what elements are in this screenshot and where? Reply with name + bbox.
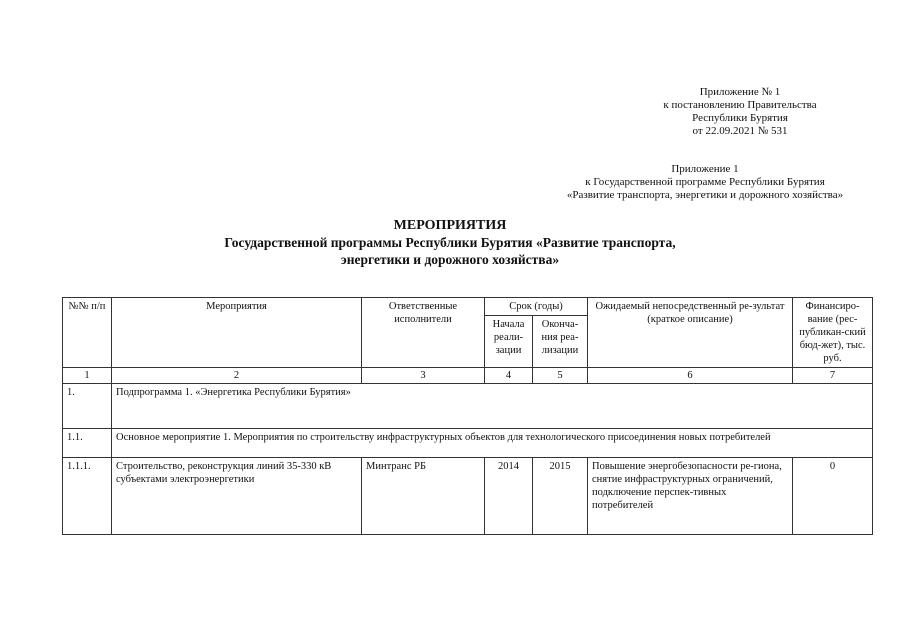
annex-program-block bbox=[540, 163, 870, 202]
annex-resolution-line: Приложение № 1 bbox=[699, 86, 781, 98]
main-event-title: Основное мероприятие 1. Мероприятия по строительству инфраструктурных объектов для технологического присоединения новых потребителей bbox=[112, 429, 873, 458]
header-term: Срок (годы) bbox=[485, 298, 588, 316]
event-financing: 0 bbox=[793, 458, 873, 535]
document-heading bbox=[150, 217, 750, 268]
event-responsible: Минтранс РБ bbox=[362, 458, 485, 535]
annex-resolution-line: Республики Бурятия bbox=[692, 112, 788, 124]
document-title: МЕРОПРИЯТИЯ bbox=[393, 218, 507, 233]
table-row-event bbox=[63, 458, 873, 535]
subprogram-title: Подпрограмма 1. «Энергетика Республики Бурятия» bbox=[112, 384, 873, 429]
event-description: Строительство, реконструкция линий 35-330 кВ субъектами электроэнергетики bbox=[112, 458, 362, 535]
header-responsible: Ответственные исполнители bbox=[362, 298, 485, 368]
column-number: 6 bbox=[588, 368, 793, 384]
column-number: 4 bbox=[485, 368, 533, 384]
header-financing: Финансиро-вание (рес-публикан-ский бюд-жет), тыс. руб. bbox=[793, 298, 873, 368]
document-subtitle: энергетики и дорожного хозяйства» bbox=[340, 252, 560, 267]
column-numbers-row bbox=[63, 368, 873, 384]
annex-program-line: к Государственной программе Республики Бурятия bbox=[585, 176, 825, 188]
annex-program-line: Приложение 1 bbox=[671, 163, 739, 175]
row-number: 1.1.1. bbox=[63, 458, 112, 535]
column-number: 1 bbox=[63, 368, 112, 384]
annex-program-line: «Развитие транспорта, энергетики и дорожного хозяйства» bbox=[566, 189, 844, 201]
annex-resolution-block bbox=[640, 86, 840, 138]
table-row-subprogram bbox=[63, 384, 873, 429]
header-end: Оконча-ния реа-лизации bbox=[533, 316, 588, 368]
annex-resolution-date: от 22.09.2021 № 531 bbox=[692, 125, 788, 137]
event-start-year: 2014 bbox=[485, 458, 533, 535]
event-result: Повышение энергобезопасности ре-гиона, снятие инфраструктурных ограничений, подключение перспек-тивных потребителей bbox=[588, 458, 793, 535]
table-header-row bbox=[63, 298, 873, 316]
events-table bbox=[62, 297, 873, 535]
document-subtitle: Государственной программы Республики Бурятия «Развитие транспорта, bbox=[224, 235, 676, 250]
annex-resolution-line: к постановлению Правительства bbox=[663, 99, 817, 111]
header-num: №№ п/п bbox=[63, 298, 112, 368]
row-number: 1. bbox=[63, 384, 112, 429]
event-end-year: 2015 bbox=[533, 458, 588, 535]
column-number: 5 bbox=[533, 368, 588, 384]
header-start: Начала реали-зации bbox=[485, 316, 533, 368]
column-number: 7 bbox=[793, 368, 873, 384]
column-number: 3 bbox=[362, 368, 485, 384]
column-number: 2 bbox=[112, 368, 362, 384]
header-events: Мероприятия bbox=[112, 298, 362, 368]
row-number: 1.1. bbox=[63, 429, 112, 458]
header-result: Ожидаемый непосредственный ре-зультат (краткое описание) bbox=[588, 298, 793, 368]
table-row-main-event bbox=[63, 429, 873, 458]
